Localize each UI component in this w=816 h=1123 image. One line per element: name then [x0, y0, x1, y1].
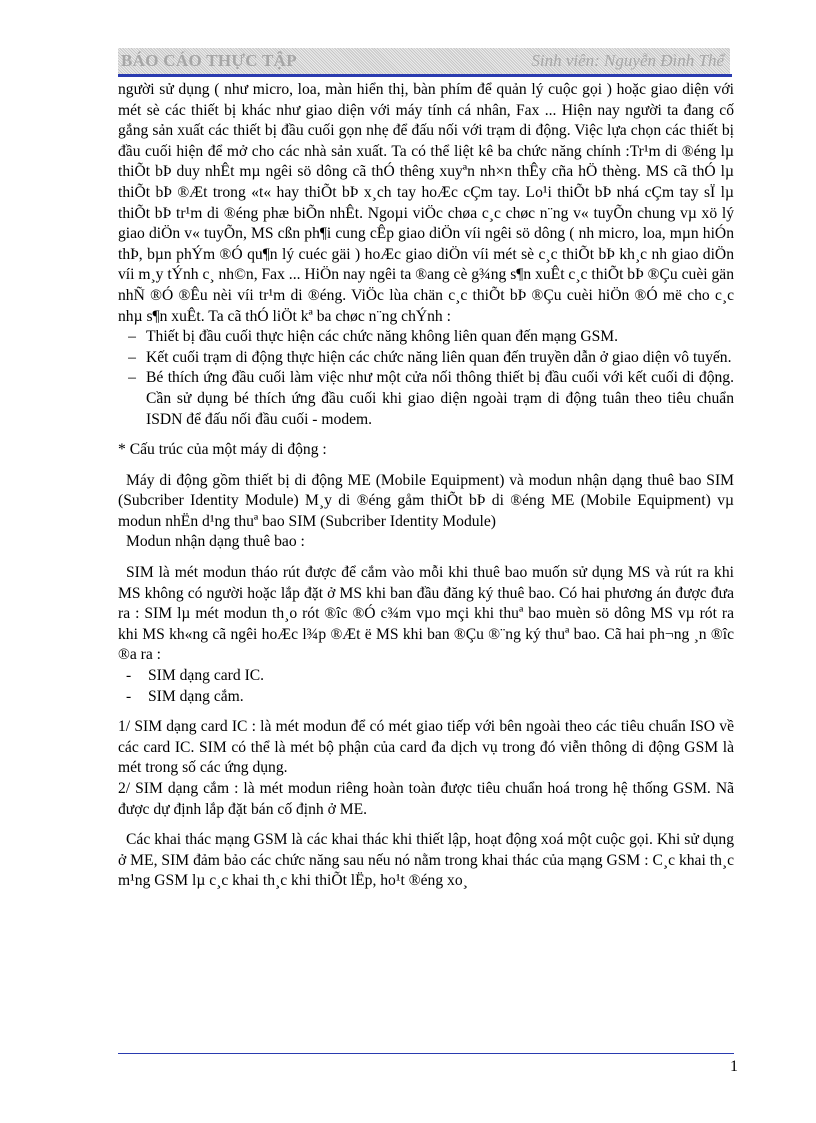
sim-option-text-2: SIM dạng cắm. — [148, 687, 244, 705]
sim-plug-paragraph: 2/ SIM dạng cắm : là mét modun riêng hoàn toàn được tiêu chuẩn hoá trong hệ thống GSM. Nã được dự định lắp đặt bán cố định ở ME. — [118, 780, 734, 818]
sim-dash: - — [126, 687, 132, 705]
gsm-operations-paragraph: Các khai thác mạng GSM là các khai thác khi thiết lập, hoạt động xoá một cuộc gọi. Khi sử dụng ở ME, SIM đảm bảo các chức năng sau nếu nó nằm trong khai thác của mạng GSM : C¸c khai th¸c m¹ng GSM lµ c¸c khai th¸c khi thiÕt lËp, ho¹t ®éng xo¸ — [118, 831, 734, 890]
sim-option-text-1: SIM dạng card IC. — [148, 667, 265, 685]
function-text-3: Bé thích ứng đầu cuối làm việc như một cửa nối thông thiết bị đầu cuối với kết cuối di động. Cần sử dụng bé thích ứng đầu cuối khi giao diện ngoài trạm di động tuân theo tiêu chuẩn ISDN để đấu nối đầu cuối - modem. — [146, 369, 734, 428]
function-item-1 — [118, 327, 734, 348]
report-title: BÁO CÁO THỰC TẬP — [121, 51, 297, 70]
footer-rule — [118, 1053, 734, 1054]
function-item-3 — [118, 368, 734, 430]
dash-mark: – — [128, 369, 136, 387]
sim-option-2 — [118, 687, 734, 708]
sim-dash: - — [126, 667, 132, 685]
header-rule — [118, 74, 732, 77]
sim-option-1 — [118, 666, 734, 687]
sim-paragraph: SIM là mét modun tháo rút được để cắm vào mỗi khi thuê bao muốn sử dụng MS và rút ra khi MS không có người hoặc lắp đặt ở MS khi ban đầu đăng ký thuê bao. Có hai phương án được đưa ra : SIM lµ mét modun th¸o rót ®îc ®Ó c¾m vµo mçi khi thuª bao muèn sö dông MS vµ rót ra khi MS kh«ng cã ngêi hoÆc l¾p ®Æt ë MS khi ban ®Çu ®¨ng ký thuª bao. Cã hai ph¬ng ¸n ®îc ®a ra : — [118, 564, 734, 664]
me-paragraph: Máy di động gồm thiết bị di động ME (Mobile Equipment) và modun nhận dạng thuê bao SIM (Subcriber Identity Module) M¸y di ®éng gåm thiÕt bÞ di ®éng ME (Mobile Equipment) vµ modun nhËn d¹ng thuª bao SIM (Subcriber Identity Module) — [118, 471, 734, 530]
modun-heading: Modun nhận dạng thuê bao : — [126, 533, 305, 551]
dash-mark: – — [128, 328, 136, 346]
student-name: Sinh viên: Nguyễn Đình Thể — [531, 51, 724, 70]
page-number: 1 — [730, 1058, 738, 1075]
structure-heading: * Cấu trúc của một máy di động : — [118, 441, 327, 459]
sim-card-ic-paragraph: 1/ SIM dạng card IC : là mét modun để có mét giao tiếp với bên ngoài theo các tiêu chuẩn ISO về các card IC. SIM có thể là mét bộ phận của card đa dịch vụ trong đó viễn thông di động GSM là mét trong số các ứng dụng. — [118, 718, 734, 777]
function-item-2 — [118, 348, 734, 369]
intro-paragraph: người sử dụng ( như micro, loa, màn hiển thị, bàn phím để quản lý cuộc gọi ) hoặc giao diện với mét sè các thiết bị khác như giao diện với máy tính cá nhân, Fax ... Hiện nay người ta đang cố gắng sản xuất các thiết bị đầu cuối gọn nhẹ để đấu nối với trạm di động. Việc lựa chọn các thiết bị đầu cuối hiện để mở cho các nhà sản xuất. Ta có thể liệt kê ba chức năng chính :Tr¹m di ®éng lµ thiÕt bÞ duy nhÊt mµ ngêi sö dông cã thÓ thêng xuyªn nh×n thÊy cña hÖ thèng. MS cã thÓ lµ thiÕt bÞ ®Æt trong «t« hay thiÕt bÞ x¸ch tay hoÆc cÇm tay. Lo¹i thiÕt bÞ nhá cÇm tay sÏ lµ thiÕt bÞ tr¹m di ®éng phæ biÕn nhÊt. Ngoµi viÖc chøa c¸c chøc n¨ng v« tuyÕn chung vµ xö lý giao diÖn v« tuyÕn, MS cßn ph¶i cung cÊp giao diÖn víi ngêi sö dông ( nh micro, loa, mµn hiÓn thÞ, bµn phÝm ®Ó qu¶n lý cuéc gäi ) hoÆc giao diÖn víi mét sè c¸c thiÕt bÞ kh¸c nh giao diÖn víi m¸y tÝnh c¸ nh©n, Fax ... HiÖn nay ngêi ta ®ang cè g¾ng s¶n xuÊt c¸c thiÕt bÞ ®Çu cuèi gän nhÑ ®Ó ®Êu nèi víi tr¹m di ®éng. ViÖc lùa chän c¸c thiÕt bÞ ®Çu cuèi hiÖn ®Ó më cho c¸c nhµ s¶n xuÊt. Ta cã thÓ liÖt kª ba chøc n¨ng chÝnh : — [118, 81, 735, 325]
document-body — [118, 80, 734, 892]
function-text-1: Thiết bị đầu cuối thực hiện các chức năng không liên quan đến mạng GSM. — [146, 328, 619, 346]
function-text-2: Kết cuối trạm di động thực hiện các chức năng liên quan đến truyền dẫn ở giao diện vô tuyến. — [146, 348, 732, 366]
dash-mark: – — [128, 348, 136, 366]
